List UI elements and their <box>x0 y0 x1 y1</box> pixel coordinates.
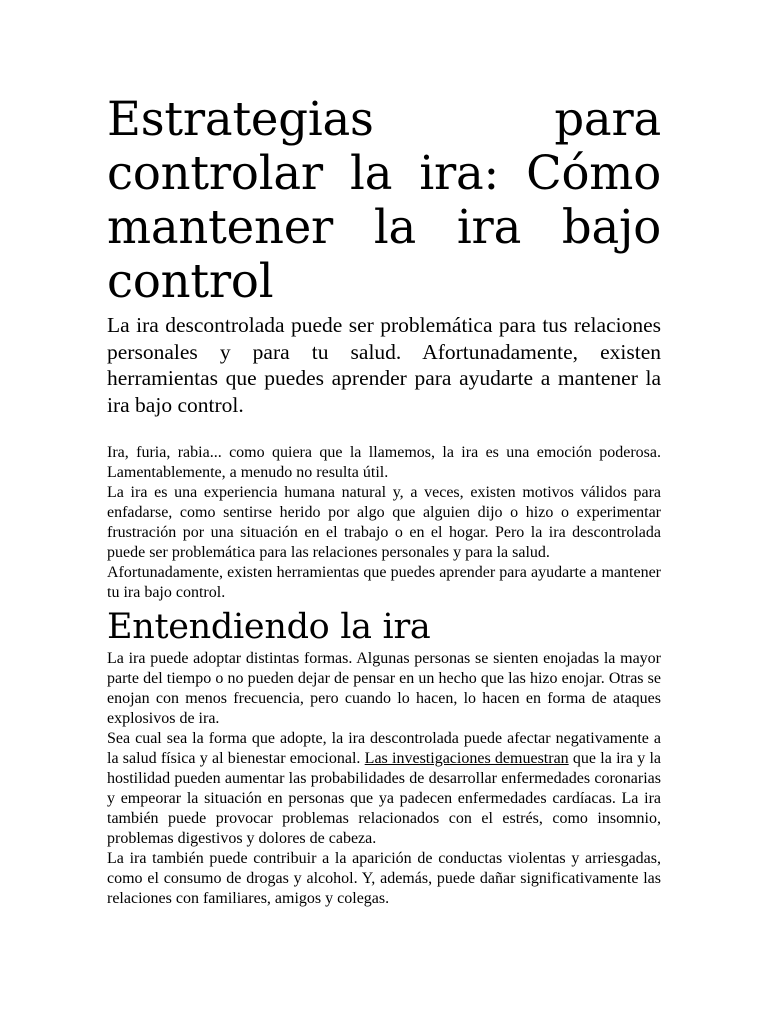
section-paragraph-3: La ira también puede contribuir a la aparición de conductas violentas y arriesgadas, como el consumo de drogas y alcohol. Y, además, puede dañar significativamente las relaciones con familiares, amigos y colegas. <box>107 850 661 907</box>
intro-paragraph-1: Ira, furia, rabia... como quiera que la llamemos, la ira es una emoción poderosa. Lamentablemente, a menudo no resulta útil. <box>107 444 661 481</box>
understanding-section <box>107 649 661 909</box>
section-heading: Entendiendo la ira <box>107 607 431 647</box>
research-link[interactable]: Las investigaciones demuestran <box>364 750 569 767</box>
paragraph-2-text-after: que la ira y la hostilidad pueden aumentar las probabilidades de desarrollar enfermedades coronarias y empeorar la situación en personas que ya padecen enfermedades cardíacas. La ira también puede provocar problemas relacionados con el estrés, como insomnio, problemas digestivos y dolores de cabeza. <box>107 750 661 847</box>
section-paragraph-2 <box>107 729 661 849</box>
section-paragraph-1: La ira puede adoptar distintas formas. Algunas personas se sienten enojadas la mayor parte del tiempo o no pueden dejar de pensar en un hecho que las hizo enojar. Otras se enojan con menos frecuencia, pero cuando lo hacen, lo hacen en forma de ataques explosivos de ira. <box>107 650 661 727</box>
article-title: Estrategias para controlar la ira: Cómo mantener la ira bajo control <box>107 92 661 308</box>
article-lead: La ira descontrolada puede ser problemática para tus relaciones personales y para tu salud. Afortunadamente, existen herramientas que puedes aprender para ayudarte a mantener la ira bajo control. <box>107 313 661 417</box>
document-page <box>107 92 661 909</box>
paragraph-2-text-before: Sea cual sea la forma que adopte, la ira descontrolada puede afectar negativamente a la salud física y al bienestar emocional. <box>107 730 661 767</box>
intro-paragraph-3: Afortunadamente, existen herramientas que puedes aprender para ayudarte a mantener tu ira bajo control. <box>107 564 661 601</box>
intro-paragraph-2: La ira es una experiencia humana natural y, a veces, existen motivos válidos para enfadarse, como sentirse herido por algo que alguien dijo o hizo o experimentar frustración por una situación en el trabajo o en el hogar. Pero la ira descontrolada puede ser problemática para las relaciones personales y para la salud. <box>107 484 661 561</box>
intro-section <box>107 443 661 603</box>
